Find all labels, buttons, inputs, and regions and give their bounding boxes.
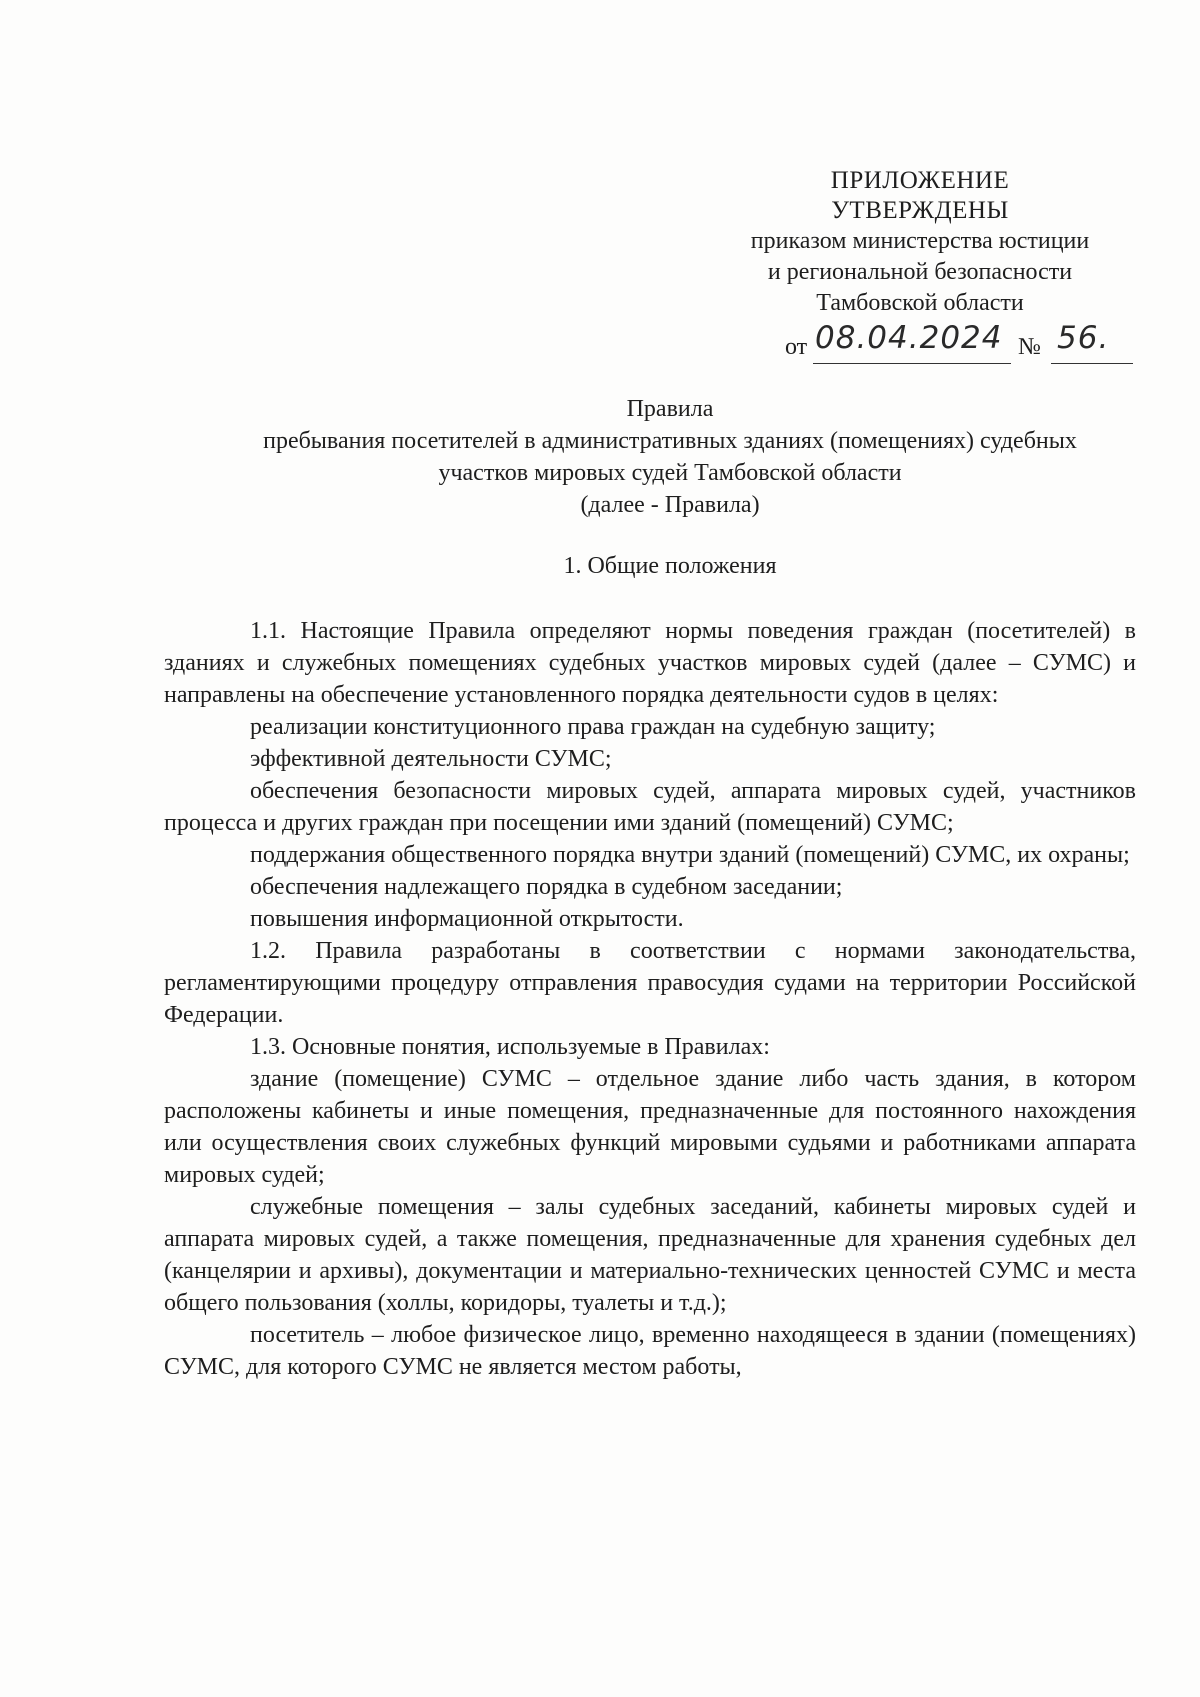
order-date-number [785, 320, 1145, 366]
title-line-1: Правила [626, 396, 714, 422]
paragraph: поддержания общественного порядка внутри зданий (помещений) СУМС, их охраны; [250, 842, 1130, 868]
number-underline [1051, 363, 1133, 364]
paragraph: служебные помещения – залы судебных заседаний, кабинеты мировых судей и аппарата мировых судей, а также помещения, предназначенные для хранения судебных дел (канцелярии и архивы), документации и материально-технических ценностей СУМС и места общего пользования (холлы, коридоры, туалеты и т.д.); [164, 1194, 1136, 1316]
paragraph: 1.2. Правила разработаны в соответствии с нормами законодательства, регламентирующими процедуру отправления правосудия судами на территории Российской Федерации. [164, 938, 1136, 1028]
order-line-3: Тамбовской области [816, 290, 1024, 316]
document-title [140, 393, 1200, 521]
title-line-3: участков мировых судей Тамбовской области [438, 460, 902, 486]
paragraph: 1.1. Настоящие Правила определяют нормы поведения граждан (посетителей) в зданиях и служебных помещениях судебных участков мировых судей (далее – СУМС) и направлены на обеспечение установленного порядка деятельности судов в целях: [164, 618, 1136, 708]
order-line-1: приказом министерства юстиции [750, 228, 1090, 254]
handwritten-number: 56. [1057, 320, 1110, 356]
section-heading: 1. Общие положения [563, 553, 777, 579]
document-body [164, 615, 1136, 1383]
paragraph: эффективной деятельности СУМС; [250, 746, 612, 772]
date-underline [813, 363, 1011, 364]
paragraph: 1.3. Основные понятия, используемые в Правилах: [250, 1034, 770, 1060]
number-prefix: № [1018, 334, 1041, 360]
date-prefix: от [785, 334, 808, 360]
paragraph: здание (помещение) СУМС – отдельное здание либо часть здания, в котором расположены кабинеты и иные помещения, предназначенные для постоянного нахождения или осуществления своих служебных функций мировыми судьями и работниками аппарата мировых судей; [164, 1066, 1136, 1188]
handwritten-date: 08.04.2024 [815, 320, 1003, 356]
paragraph: обеспечения надлежащего порядка в судебном заседании; [250, 874, 843, 900]
title-line-2: пребывания посетителей в административных зданиях (помещениях) судебных [263, 428, 1077, 454]
title-line-4: (далее - Правила) [580, 492, 760, 518]
paragraph: обеспечения безопасности мировых судей, аппарата мировых судей, участников процесса и других граждан при посещении ими зданий (помещений) СУМС; [164, 778, 1136, 836]
paragraph: реализации конституционного права граждан на судебную защиту; [250, 714, 936, 740]
order-line-2: и региональной безопасности [767, 259, 1073, 285]
paragraph: повышения информационной открытости. [250, 906, 684, 932]
approval-block [700, 166, 1140, 319]
approved-label: УТВЕРЖДЕНЫ [831, 197, 1009, 224]
appendix-label: ПРИЛОЖЕНИЕ [830, 167, 1010, 194]
paragraph: посетитель – любое физическое лицо, временно находящееся в здании (помещениях) СУМС, для которого СУМС не является местом работы, [164, 1322, 1136, 1380]
